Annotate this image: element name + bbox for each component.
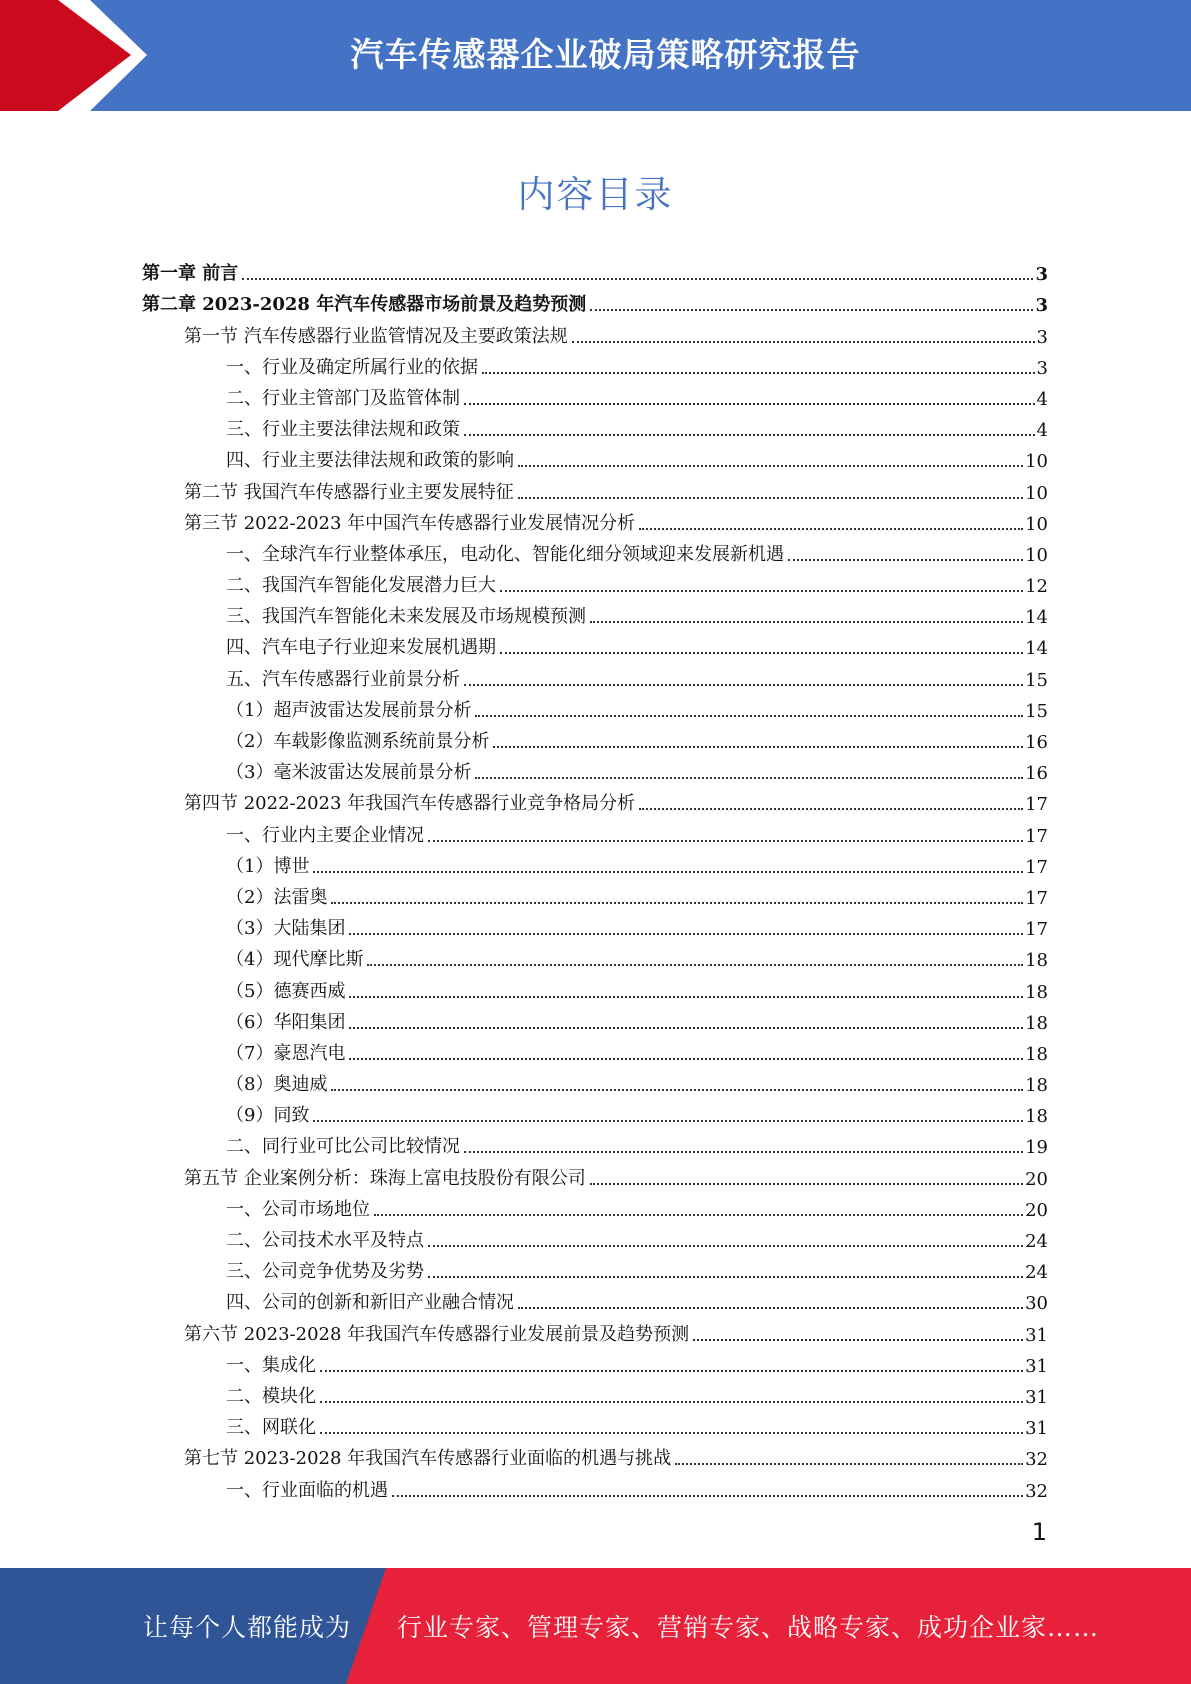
toc-entry-title: 一、行业内主要企业情况 bbox=[226, 824, 424, 846]
toc-entry-page: 18 bbox=[1025, 1012, 1048, 1034]
toc-entry-page: 12 bbox=[1025, 576, 1048, 598]
toc-entry-title: 第二章 2023-2028 年汽车传感器市场前景及趋势预测 bbox=[142, 294, 587, 316]
toc-dot-leader bbox=[331, 902, 1023, 904]
toc-entry-title: （3）毫米波雷达发展前景分析 bbox=[226, 762, 472, 784]
footer-banner bbox=[0, 1568, 1191, 1684]
toc-dot-leader bbox=[590, 309, 1033, 311]
toc-entry-page: 18 bbox=[1025, 1043, 1048, 1065]
toc-entry-page: 31 bbox=[1025, 1418, 1048, 1440]
toc-entry-page: 32 bbox=[1025, 1449, 1048, 1471]
toc-entry-title: 四、汽车电子行业迎来发展机遇期 bbox=[226, 637, 496, 659]
toc-entry[interactable] bbox=[142, 1127, 1048, 1158]
toc-dot-leader bbox=[500, 652, 1023, 654]
toc-entry-page: 16 bbox=[1025, 732, 1048, 753]
toc-entry[interactable] bbox=[142, 566, 1048, 597]
toc-dot-leader bbox=[518, 497, 1023, 499]
toc-entry-title: （9）同致 bbox=[226, 1105, 310, 1127]
toc-dot-leader bbox=[367, 964, 1023, 966]
toc-entry-page: 30 bbox=[1025, 1293, 1048, 1315]
toc-entry-title: 第一节 汽车传感器行业监管情况及主要政策法规 bbox=[184, 325, 568, 347]
toc-entry-title: 三、网联化 bbox=[226, 1417, 316, 1439]
toc-entry[interactable] bbox=[142, 815, 1048, 846]
toc-dot-leader bbox=[475, 715, 1023, 717]
toc-entry[interactable] bbox=[142, 753, 1048, 784]
toc-entry-title: （8）奥迪威 bbox=[226, 1074, 328, 1096]
toc-dot-leader bbox=[693, 1339, 1023, 1341]
toc-entry-title: （4）现代摩比斯 bbox=[226, 949, 364, 971]
toc-entry-page: 10 bbox=[1025, 544, 1048, 566]
toc-entry[interactable] bbox=[142, 597, 1048, 628]
toc-entry-page: 18 bbox=[1025, 1075, 1048, 1097]
toc-entry-title: 二、同行业可比公司比较情况 bbox=[226, 1136, 460, 1158]
toc-dot-leader bbox=[464, 403, 1035, 405]
toc-entry-title: 二、我国汽车智能化发展潜力巨大 bbox=[226, 575, 496, 597]
toc-entry[interactable] bbox=[142, 691, 1048, 722]
toc-entry-page: 17 bbox=[1025, 825, 1048, 847]
toc-entry[interactable] bbox=[142, 909, 1048, 940]
toc-entry[interactable] bbox=[142, 1377, 1048, 1408]
toc-entry-title: （2）法雷奥 bbox=[226, 886, 328, 908]
toc-entry-page: 10 bbox=[1025, 513, 1048, 535]
toc-title: 内容目录 bbox=[517, 173, 674, 216]
toc-entry-page: 10 bbox=[1025, 451, 1048, 473]
toc-entry-page: 15 bbox=[1025, 669, 1048, 691]
toc-entry-page: 24 bbox=[1025, 1231, 1048, 1252]
toc-entry-page: 19 bbox=[1025, 1137, 1048, 1159]
toc-dot-leader bbox=[639, 808, 1023, 810]
toc-dot-leader bbox=[590, 621, 1023, 623]
toc-dot-leader bbox=[464, 1151, 1023, 1153]
toc-entry-page: 10 bbox=[1025, 482, 1048, 504]
toc-entry[interactable] bbox=[142, 940, 1048, 971]
toc-entry[interactable] bbox=[142, 379, 1048, 410]
toc-entry[interactable] bbox=[142, 1346, 1048, 1377]
toc-entry[interactable] bbox=[142, 1190, 1048, 1221]
toc-entry-title: 一、行业面临的机遇 bbox=[226, 1479, 388, 1501]
toc-dot-leader bbox=[331, 1089, 1023, 1091]
toc-entry[interactable] bbox=[142, 441, 1048, 472]
toc-dot-leader bbox=[349, 996, 1023, 998]
toc-dot-leader bbox=[313, 871, 1023, 873]
toc-entry-page: 14 bbox=[1025, 638, 1048, 660]
toc-entry-page: 20 bbox=[1025, 1199, 1048, 1221]
toc-dot-leader bbox=[590, 1183, 1023, 1185]
toc-dot-leader bbox=[493, 746, 1023, 748]
toc-entry-title: 二、公司技术水平及特点 bbox=[226, 1230, 424, 1251]
toc-dot-leader bbox=[349, 1027, 1023, 1029]
toc-dot-leader bbox=[428, 1245, 1023, 1247]
toc-entry[interactable] bbox=[142, 971, 1048, 1002]
toc-entry[interactable] bbox=[142, 1252, 1048, 1283]
toc-entry[interactable] bbox=[142, 1221, 1048, 1252]
toc-dot-leader bbox=[428, 840, 1023, 842]
toc-entry-title: 一、行业及确定所属行业的依据 bbox=[226, 356, 478, 378]
toc-entry-page: 4 bbox=[1036, 388, 1048, 410]
toc-dot-leader bbox=[475, 777, 1023, 779]
toc-entry[interactable] bbox=[142, 1408, 1048, 1439]
toc-entry-title: 第五节 企业案例分析：珠海上富电技股份有限公司 bbox=[184, 1167, 586, 1189]
toc-dot-leader bbox=[313, 1120, 1023, 1122]
footer-slogan-right: 行业专家、管理专家、营销专家、战略专家、成功企业家…… bbox=[397, 1613, 1100, 1642]
toc-entry[interactable] bbox=[142, 348, 1048, 379]
toc-dot-leader bbox=[788, 559, 1023, 561]
toc-entry-page: 20 bbox=[1025, 1168, 1048, 1190]
toc-dot-leader bbox=[464, 434, 1035, 436]
toc-entry-title: 第三节 2022-2023 年中国汽车传感器行业发展情况分析 bbox=[184, 512, 636, 534]
toc-entry-page: 15 bbox=[1025, 700, 1048, 722]
toc-entry-title: （6）华阳集团 bbox=[226, 1011, 346, 1033]
toc-entry-title: 第四节 2022-2023 年我国汽车传感器行业竞争格局分析 bbox=[184, 793, 636, 815]
toc-entry-title: （7）豪恩汽电 bbox=[226, 1042, 346, 1064]
toc-entry-title: 五、汽车传感器行业前景分析 bbox=[226, 668, 460, 690]
toc-entry-page: 18 bbox=[1025, 950, 1048, 972]
table-of-contents bbox=[142, 254, 1048, 1502]
toc-dot-leader bbox=[320, 1370, 1023, 1372]
toc-entry-page: 14 bbox=[1025, 607, 1048, 629]
toc-entry-title: 四、公司的创新和新旧产业融合情况 bbox=[226, 1292, 514, 1314]
toc-entry-page: 32 bbox=[1025, 1480, 1048, 1502]
toc-entry-page: 3 bbox=[1036, 326, 1048, 348]
toc-entry[interactable] bbox=[142, 254, 1048, 285]
toc-entry-title: （2）车载影像监测系统前景分析 bbox=[226, 731, 490, 752]
toc-entry[interactable] bbox=[142, 1065, 1048, 1096]
toc-entry[interactable] bbox=[142, 316, 1048, 347]
toc-entry-title: 第七节 2023-2028 年我国汽车传感器行业面临的机遇与挑战 bbox=[184, 1448, 672, 1470]
toc-entry[interactable] bbox=[142, 1470, 1048, 1501]
toc-dot-leader bbox=[428, 1276, 1023, 1278]
toc-entry-page: 3 bbox=[1036, 357, 1048, 379]
toc-entry-page: 17 bbox=[1025, 794, 1048, 816]
toc-entry[interactable] bbox=[142, 1003, 1048, 1034]
toc-entry[interactable] bbox=[142, 1158, 1048, 1189]
toc-dot-leader bbox=[242, 278, 1033, 280]
toc-entry-page: 31 bbox=[1025, 1355, 1048, 1377]
toc-entry[interactable] bbox=[142, 1283, 1048, 1314]
toc-entry-title: （1）超声波雷达发展前景分析 bbox=[226, 699, 472, 721]
toc-dot-leader bbox=[320, 1432, 1023, 1434]
toc-dot-leader bbox=[482, 372, 1035, 374]
toc-entry-title: 四、行业主要法律法规和政策的影响 bbox=[226, 450, 514, 472]
toc-entry-title: 三、我国汽车智能化未来发展及市场规模预测 bbox=[226, 606, 586, 628]
toc-entry-title: 第六节 2023-2028 年我国汽车传感器行业发展前景及趋势预测 bbox=[184, 1323, 690, 1345]
report-title: 汽车传感器企业破局策略研究报告 bbox=[350, 34, 861, 74]
toc-entry-page: 17 bbox=[1025, 919, 1048, 941]
toc-dot-leader bbox=[349, 933, 1023, 935]
toc-entry-page: 3 bbox=[1035, 264, 1048, 286]
toc-entry[interactable] bbox=[142, 285, 1048, 316]
toc-entry-title: 二、行业主管部门及监管体制 bbox=[226, 387, 460, 409]
toc-entry[interactable] bbox=[142, 659, 1048, 690]
toc-entry-title: 三、行业主要法律法规和政策 bbox=[226, 419, 460, 441]
toc-dot-leader bbox=[639, 528, 1023, 530]
toc-dot-leader bbox=[572, 341, 1035, 343]
toc-entry-title: 三、公司竞争优势及劣势 bbox=[226, 1261, 424, 1283]
toc-entry[interactable] bbox=[142, 472, 1048, 503]
footer-slogan-left: 让每个人都能成为 bbox=[143, 1613, 352, 1642]
header-banner bbox=[0, 0, 1191, 111]
toc-entry-title: 一、公司市场地位 bbox=[226, 1198, 370, 1220]
toc-entry-page: 4 bbox=[1036, 420, 1048, 442]
toc-entry-title: 一、全球汽车行业整体承压，电动化、智能化细分领域迎来发展新机遇 bbox=[226, 543, 784, 565]
toc-entry-page: 17 bbox=[1025, 856, 1048, 878]
toc-dot-leader bbox=[518, 1307, 1023, 1309]
toc-entry[interactable] bbox=[142, 847, 1048, 878]
toc-dot-leader bbox=[464, 684, 1023, 686]
toc-entry[interactable] bbox=[142, 784, 1048, 815]
toc-entry-page: 18 bbox=[1025, 981, 1048, 1003]
toc-entry-page: 31 bbox=[1025, 1324, 1048, 1346]
toc-entry-title: 第一章 前言 bbox=[142, 263, 239, 285]
toc-entry[interactable] bbox=[142, 628, 1048, 659]
page-number: 1 bbox=[1031, 1518, 1047, 1546]
toc-entry-title: （3）大陆集团 bbox=[226, 918, 346, 940]
toc-entry-page: 18 bbox=[1025, 1106, 1048, 1128]
toc-entry-title: （1）博世 bbox=[226, 855, 310, 877]
toc-entry[interactable] bbox=[142, 535, 1048, 566]
toc-entry[interactable] bbox=[142, 1314, 1048, 1345]
toc-entry[interactable] bbox=[142, 410, 1048, 441]
toc-entry-title: 一、集成化 bbox=[226, 1354, 316, 1376]
toc-dot-leader bbox=[374, 1214, 1023, 1216]
toc-entry-title: 第二节 我国汽车传感器行业主要发展特征 bbox=[184, 481, 514, 503]
toc-dot-leader bbox=[675, 1463, 1023, 1465]
toc-entry-page: 31 bbox=[1025, 1386, 1048, 1408]
toc-entry[interactable] bbox=[142, 722, 1048, 753]
toc-dot-leader bbox=[500, 590, 1023, 592]
toc-dot-leader bbox=[392, 1495, 1023, 1497]
toc-dot-leader bbox=[349, 1058, 1023, 1060]
toc-entry[interactable] bbox=[142, 504, 1048, 535]
toc-dot-leader bbox=[518, 465, 1023, 467]
toc-entry-page: 24 bbox=[1025, 1262, 1048, 1284]
toc-dot-leader bbox=[320, 1401, 1023, 1403]
toc-entry-title: 二、模块化 bbox=[226, 1385, 316, 1407]
toc-entry[interactable] bbox=[142, 1096, 1048, 1127]
toc-entry-title: （5）德赛西威 bbox=[226, 980, 346, 1002]
toc-entry-page: 3 bbox=[1035, 295, 1048, 317]
toc-entry[interactable] bbox=[142, 1034, 1048, 1065]
toc-entry[interactable] bbox=[142, 1439, 1048, 1470]
toc-entry-page: 17 bbox=[1025, 887, 1048, 909]
toc-entry[interactable] bbox=[142, 878, 1048, 909]
toc-entry-page: 16 bbox=[1025, 763, 1048, 785]
